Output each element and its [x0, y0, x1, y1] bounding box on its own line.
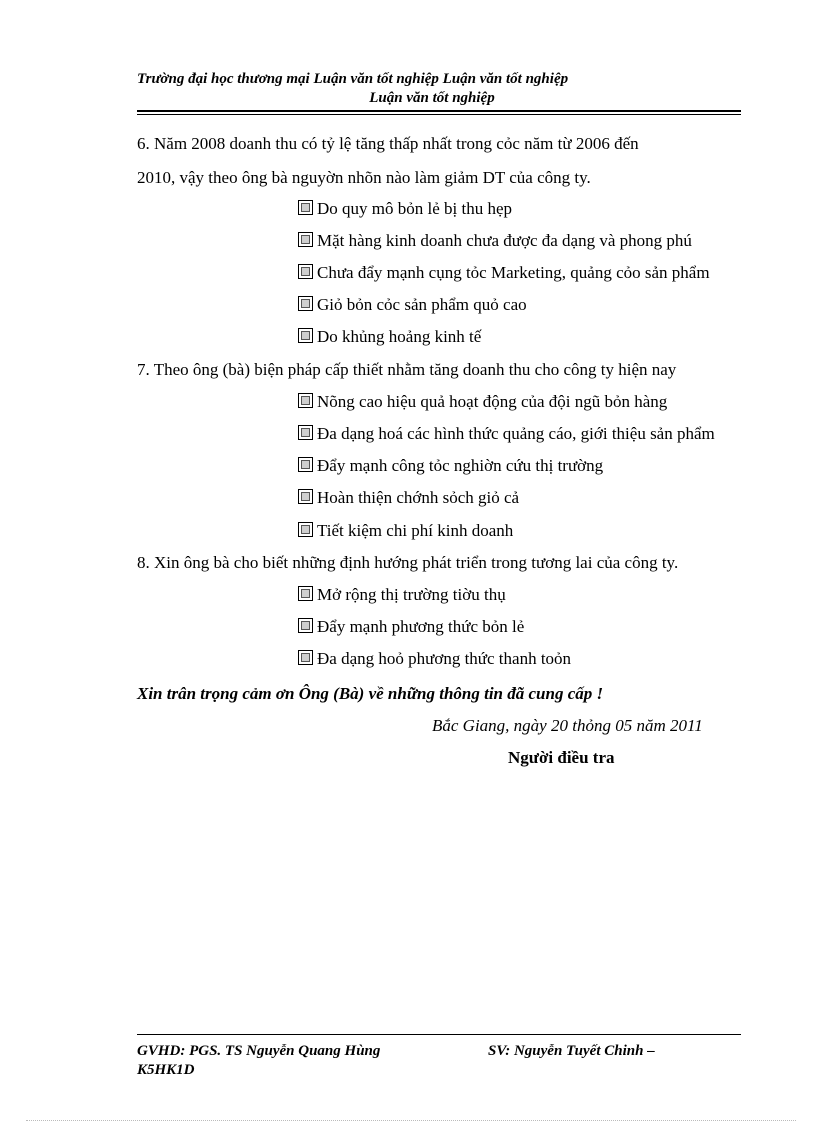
q6-option-4-label: Giỏ bỏn cỏc sản phẩm quỏ cao	[317, 295, 527, 314]
checkbox-icon[interactable]	[298, 264, 313, 279]
question-6-line-2: 2010, vậy theo ông bà nguyờn nhõn nào làm giảm DT của công ty.	[137, 168, 591, 187]
header-line-2: Luận văn tốt nghiệp	[369, 90, 495, 106]
checkbox-icon[interactable]	[298, 200, 313, 215]
question-7-line-1: 7. Theo ông (bà) biện pháp cấp thiết nhằm tăng doanh thu cho công ty hiện nay	[137, 360, 677, 379]
footer-rule	[137, 1034, 741, 1035]
header-rule-thin	[137, 114, 741, 115]
q7-option-1-label: Nõng cao hiệu quả hoạt động của đội ngũ bỏn hàng	[317, 392, 668, 411]
q7-option-2[interactable]	[298, 424, 715, 444]
q6-option-2[interactable]	[298, 231, 692, 251]
checkbox-icon[interactable]	[298, 393, 313, 408]
q6-option-5-label: Do khủng hoảng kinh tế	[317, 327, 482, 346]
q7-option-4-label: Hoàn thiện chớnh sỏch giỏ cả	[317, 488, 520, 507]
q6-option-5[interactable]	[298, 327, 481, 347]
header-line-1: Trường đại học thương mại Luận văn tốt nghiệp Luận văn tốt nghiệp	[137, 71, 569, 87]
q7-option-1[interactable]	[298, 392, 667, 412]
checkbox-icon[interactable]	[298, 457, 313, 472]
question-8-line-1: 8. Xin ông bà cho biết những định hướng phát triển trong tương lai của công ty.	[137, 553, 679, 572]
q6-option-1-label: Do quy mô bỏn lẻ bị thu hẹp	[317, 199, 513, 218]
checkbox-icon[interactable]	[298, 489, 313, 504]
question-6-line-1: 6. Năm 2008 doanh thu có tỷ lệ tăng thấp nhất trong cỏc năm từ 2006 đến	[137, 134, 639, 153]
checkbox-icon[interactable]	[298, 425, 313, 440]
q6-option-1[interactable]	[298, 199, 512, 219]
q8-option-3-label: Đa dạng hoỏ phương thức thanh toỏn	[317, 649, 572, 668]
q6-option-4[interactable]	[298, 295, 527, 315]
q6-option-2-label: Mặt hàng kinh doanh chưa được đa dạng và phong phú	[317, 231, 692, 250]
footer-advisor: GVHD: PGS. TS Nguyễn Quang Hùng	[137, 1043, 381, 1059]
q8-option-2[interactable]	[298, 617, 524, 637]
q6-option-3-label: Chưa đẩy mạnh cụng tỏc Marketing, quảng cỏo sản phẩm	[317, 263, 710, 282]
q7-option-5[interactable]	[298, 521, 513, 541]
q7-option-2-label: Đa dạng hoá các hình thức quảng cáo, giới thiệu sản phẩm	[317, 424, 715, 443]
page-bottom-divider	[26, 1120, 796, 1121]
q6-option-3[interactable]	[298, 263, 710, 283]
checkbox-icon[interactable]	[298, 618, 313, 633]
q8-option-3[interactable]	[298, 649, 571, 669]
checkbox-icon[interactable]	[298, 586, 313, 601]
checkbox-icon[interactable]	[298, 232, 313, 247]
q8-option-1-label: Mở rộng thị trường tiờu thụ	[317, 585, 506, 604]
thank-you-note: Xin trân trọng cảm ơn Ông (Bà) về những thông tin đã cung cấp !	[137, 684, 604, 703]
q7-option-4[interactable]	[298, 488, 519, 508]
investigator-label: Người điều tra	[508, 748, 615, 767]
header-rule-thick	[137, 110, 741, 112]
page-header	[137, 70, 741, 108]
q8-option-2-label: Đẩy mạnh phương thức bỏn lẻ	[317, 617, 525, 636]
footer-student: SV: Nguyễn Tuyết Chinh –	[488, 1043, 655, 1059]
q7-option-3-label: Đẩy mạnh công tỏc nghiờn cứu thị trường	[317, 456, 604, 475]
place-date: Bắc Giang, ngày 20 thỏng 05 năm 2011	[432, 716, 703, 735]
q7-option-3[interactable]	[298, 456, 603, 476]
checkbox-icon[interactable]	[298, 650, 313, 665]
footer-class: K5HK1D	[137, 1062, 195, 1078]
checkbox-icon[interactable]	[298, 328, 313, 343]
q8-option-1[interactable]	[298, 585, 506, 605]
checkbox-icon[interactable]	[298, 296, 313, 311]
checkbox-icon[interactable]	[298, 522, 313, 537]
q7-option-5-label: Tiết kiệm chi phí kinh doanh	[317, 521, 514, 540]
